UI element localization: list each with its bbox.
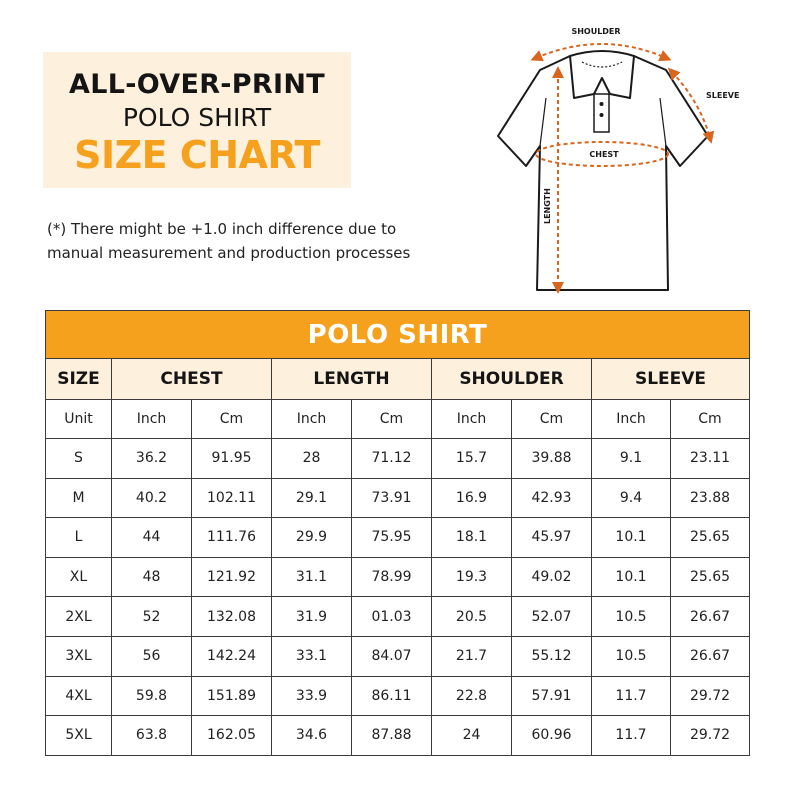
size-label-cell: 2XL <box>46 597 112 637</box>
size-label-cell: 3XL <box>46 636 112 676</box>
table-cell: 28 <box>272 439 352 479</box>
table-cell: 16.9 <box>432 478 512 518</box>
table-cell: 52.07 <box>512 597 592 637</box>
unit-cell: Cm <box>352 400 432 439</box>
table-cell: 45.97 <box>512 518 592 558</box>
table-cell: 29.72 <box>671 676 750 716</box>
table-cell: 151.89 <box>192 676 272 716</box>
shoulder-label: SHOULDER <box>571 27 621 36</box>
table-cell: 102.11 <box>192 478 272 518</box>
length-label: LENGTH <box>543 188 552 224</box>
table-cell: 40.2 <box>112 478 192 518</box>
unit-cell: Inch <box>432 400 512 439</box>
header-shoulder: SHOULDER <box>432 359 592 400</box>
table-cell: 142.24 <box>192 636 272 676</box>
table-cell: 34.6 <box>272 716 352 756</box>
unit-cell: Inch <box>592 400 671 439</box>
table-row <box>46 636 750 676</box>
table-cell: 75.95 <box>352 518 432 558</box>
table-cell: 9.4 <box>592 478 671 518</box>
header-chest: CHEST <box>112 359 272 400</box>
table-cell: 87.88 <box>352 716 432 756</box>
unit-cell: Cm <box>671 400 750 439</box>
table-cell: 29.9 <box>272 518 352 558</box>
sleeve-label: SLEEVE <box>706 91 740 100</box>
table-row <box>46 439 750 479</box>
title-size-chart: SIZE CHART <box>74 133 320 177</box>
table-cell: 29.72 <box>671 716 750 756</box>
table-cell: 52 <box>112 597 192 637</box>
title-panel <box>43 52 351 188</box>
table-cell: 11.7 <box>592 716 671 756</box>
table-cell: 33.1 <box>272 636 352 676</box>
table-cell: 57.91 <box>512 676 592 716</box>
size-chart-table <box>45 310 750 756</box>
table-cell: 111.76 <box>192 518 272 558</box>
table-cell: 121.92 <box>192 557 272 597</box>
table-row <box>46 557 750 597</box>
title-all-over-print: ALL-OVER-PRINT <box>69 69 325 100</box>
table-row <box>46 478 750 518</box>
table-cell: 25.65 <box>671 518 750 558</box>
table-row <box>46 597 750 637</box>
table-cell: 31.1 <box>272 557 352 597</box>
table-cell: 11.7 <box>592 676 671 716</box>
table-cell: 42.93 <box>512 478 592 518</box>
header-sleeve: SLEEVE <box>592 359 750 400</box>
table-cell: 19.3 <box>432 557 512 597</box>
table-cell: 39.88 <box>512 439 592 479</box>
table-cell: 15.7 <box>432 439 512 479</box>
table-cell: 18.1 <box>432 518 512 558</box>
table-cell: 73.91 <box>352 478 432 518</box>
table-cell: 36.2 <box>112 439 192 479</box>
table-cell: 23.11 <box>671 439 750 479</box>
table-cell: 59.8 <box>112 676 192 716</box>
table-cell: 84.07 <box>352 636 432 676</box>
table-cell: 10.5 <box>592 636 671 676</box>
size-label-cell: M <box>46 478 112 518</box>
table-cell: 44 <box>112 518 192 558</box>
table-cell: 71.12 <box>352 439 432 479</box>
table-cell: 132.08 <box>192 597 272 637</box>
table-cell: 10.1 <box>592 557 671 597</box>
table-cell: 31.9 <box>272 597 352 637</box>
table-cell: 91.95 <box>192 439 272 479</box>
unit-cell: Inch <box>272 400 352 439</box>
size-label-cell: 4XL <box>46 676 112 716</box>
table-banner: POLO SHIRT <box>46 311 750 359</box>
unit-cell: Unit <box>46 400 112 439</box>
header-length: LENGTH <box>272 359 432 400</box>
table-cell: 162.05 <box>192 716 272 756</box>
table-cell: 01.03 <box>352 597 432 637</box>
table-cell: 26.67 <box>671 597 750 637</box>
size-label-cell: 5XL <box>46 716 112 756</box>
table-cell: 86.11 <box>352 676 432 716</box>
unit-cell: Cm <box>192 400 272 439</box>
table-row <box>46 518 750 558</box>
title-polo-shirt: POLO SHIRT <box>122 103 272 132</box>
table-cell: 48 <box>112 557 192 597</box>
table-cell: 22.8 <box>432 676 512 716</box>
note-line-2: manual measurement and production processes <box>47 244 411 262</box>
header-size: SIZE <box>46 359 112 400</box>
polo-shirt-diagram <box>490 18 750 298</box>
table-row <box>46 676 750 716</box>
table-cell: 26.67 <box>671 636 750 676</box>
table-cell: 23.88 <box>671 478 750 518</box>
table-cell: 21.7 <box>432 636 512 676</box>
unit-row <box>46 400 750 439</box>
table-cell: 25.65 <box>671 557 750 597</box>
table-cell: 24 <box>432 716 512 756</box>
table-cell: 56 <box>112 636 192 676</box>
unit-cell: Inch <box>112 400 192 439</box>
measurement-note <box>47 217 467 265</box>
table-cell: 9.1 <box>592 439 671 479</box>
table-cell: 10.1 <box>592 518 671 558</box>
note-line-1: (*) There might be +1.0 inch difference due to <box>47 220 397 238</box>
size-label-cell: XL <box>46 557 112 597</box>
table-cell: 33.9 <box>272 676 352 716</box>
size-label-cell: L <box>46 518 112 558</box>
table-cell: 55.12 <box>512 636 592 676</box>
table-cell: 78.99 <box>352 557 432 597</box>
table-row <box>46 716 750 756</box>
table-cell: 49.02 <box>512 557 592 597</box>
table-cell: 10.5 <box>592 597 671 637</box>
chest-label: CHEST <box>589 150 619 159</box>
table-cell: 63.8 <box>112 716 192 756</box>
shirt-outline-icon <box>498 56 708 290</box>
unit-cell: Cm <box>512 400 592 439</box>
size-label-cell: S <box>46 439 112 479</box>
table-cell: 20.5 <box>432 597 512 637</box>
table-header-row <box>46 359 750 400</box>
table-cell: 60.96 <box>512 716 592 756</box>
table-cell: 29.1 <box>272 478 352 518</box>
